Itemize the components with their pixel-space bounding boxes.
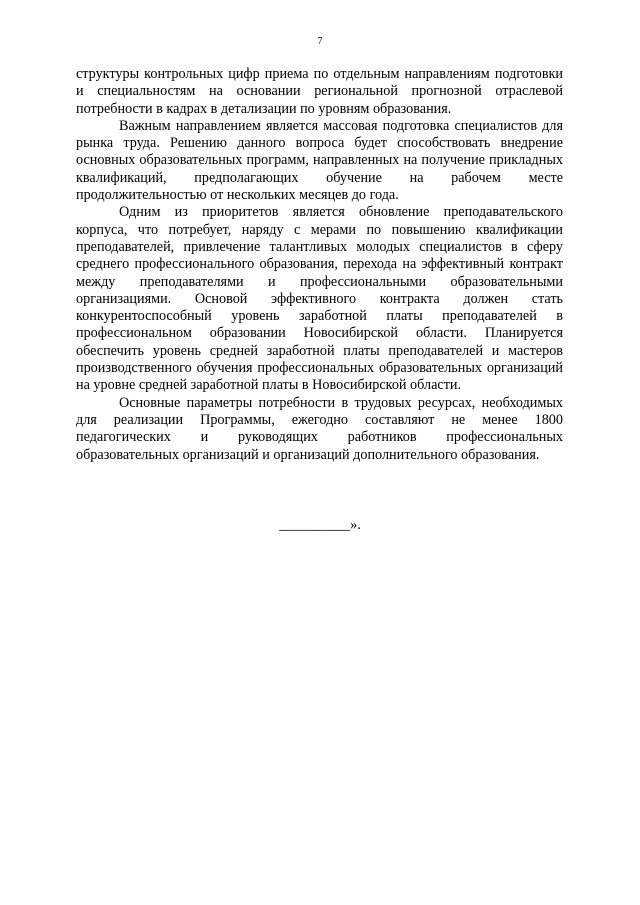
body-text <box>76 66 563 464</box>
paragraph-teaching-staff: Одним из приоритетов является обновление преподавательского корпуса, что потребует, наряду с мерами по повышению квалификации преподавателей, привлечение талантливых молодых специалистов в сферу среднего профессионального образования, перехода на эффективный контракт между преподавателями и профессиональными образовательными организациями. Основой эффективного контракта должен стать конкурентоспособный уровень заработной платы преподавателей в профессиональном образовании Новосибирской области. Планируется обеспечить уровень средней заработной платы преподавателей и мастеров производственного обучения профессиональных образовательных организаций на уровне средней заработной платы в Новосибирской области. <box>76 204 563 394</box>
paragraph-mass-training: Важным направлением является массовая подготовка специалистов для рынка труда. Решению данного вопроса будет способствовать внедрение основных образовательных программ, направленных на получение прикладных квалификаций, предполагающих обучение на рабочем месте продолжительностью от нескольких месяцев до года. <box>76 117 563 204</box>
page-number: 7 <box>317 36 323 47</box>
closing-mark: __________». <box>279 517 361 533</box>
paragraph-workforce-parameters: Основные параметры потребности в трудовых ресурсах, необходимых для реализации Программы, ежегодно составляют не менее 1800 педагогических и руководящих работников профессиональных образовательных организаций и организаций дополнительного образования. <box>76 394 563 463</box>
paragraph-continuation: структуры контрольных цифр приема по отдельным направлениям подготовки и специальностям на основании региональной прогнозной отраслевой потребности в кадрах в детализации по уровням образования. <box>76 66 563 117</box>
